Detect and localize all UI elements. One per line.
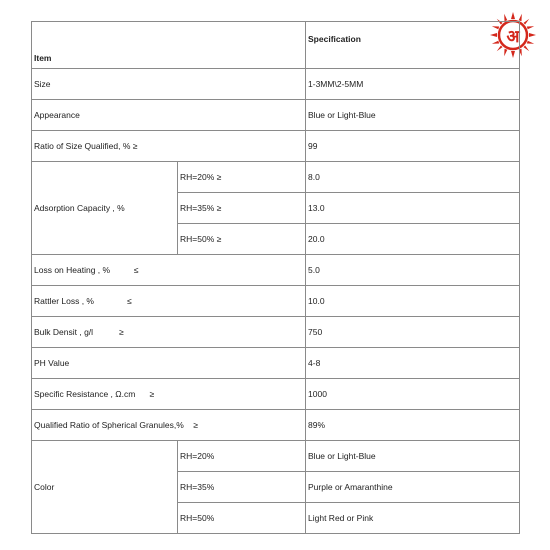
cond-adsorption-rh35: RH=35% ≥ xyxy=(178,193,306,224)
item-appearance: Appearance xyxy=(32,100,306,131)
cond-color-rh20: RH=20% xyxy=(178,441,306,472)
value-loss-heating: 5.0 xyxy=(306,255,520,286)
value-spherical: 89% xyxy=(306,410,520,441)
table-row-rattler xyxy=(32,286,520,317)
table-row-bulk xyxy=(32,317,520,348)
table-row-appearance xyxy=(32,100,520,131)
table-row-resistance xyxy=(32,379,520,410)
cond-color-rh35: RH=35% xyxy=(178,472,306,503)
value-bulk: 750 xyxy=(306,317,520,348)
logo-glyph: अ xyxy=(506,27,520,47)
table-row-size xyxy=(32,69,520,100)
item-ph: PH Value xyxy=(32,348,306,379)
item-rattler: Rattler Loss , % ≤ xyxy=(32,286,306,317)
specification-table xyxy=(31,21,520,534)
value-rattler: 10.0 xyxy=(306,286,520,317)
table-row-spherical xyxy=(32,410,520,441)
value-resistance: 1000 xyxy=(306,379,520,410)
value-appearance: Blue or Light-Blue xyxy=(306,100,520,131)
table-row-loss-heating xyxy=(32,255,520,286)
table-header-row xyxy=(32,22,520,69)
header-item: Item xyxy=(32,22,306,69)
table-row-color-1 xyxy=(32,441,520,472)
item-size: Size xyxy=(32,69,306,100)
cond-adsorption-rh50: RH=50% ≥ xyxy=(178,224,306,255)
item-loss-heating: Loss on Heating , % ≤ xyxy=(32,255,306,286)
value-color-rh20: Blue or Light-Blue xyxy=(306,441,520,472)
item-ratio-size: Ratio of Size Qualified, % ≥ xyxy=(32,131,306,162)
item-spherical: Qualified Ratio of Spherical Granules,% ≥ xyxy=(32,410,306,441)
value-size: 1-3MM\2-5MM xyxy=(306,69,520,100)
item-adsorption: Adsorption Capacity , % xyxy=(32,162,178,255)
value-adsorption-rh35: 13.0 xyxy=(306,193,520,224)
cond-adsorption-rh20: RH=20% ≥ xyxy=(178,162,306,193)
table-row-adsorption-1 xyxy=(32,162,520,193)
item-color: Color xyxy=(32,441,178,534)
value-ratio-size: 99 xyxy=(306,131,520,162)
value-color-rh35: Purple or Amaranthine xyxy=(306,472,520,503)
value-adsorption-rh20: 8.0 xyxy=(306,162,520,193)
table-row-ph xyxy=(32,348,520,379)
value-adsorption-rh50: 20.0 xyxy=(306,224,520,255)
header-specification: Specification xyxy=(306,22,520,69)
table-row-ratio-size xyxy=(32,131,520,162)
value-color-rh50: Light Red or Pink xyxy=(306,503,520,534)
cond-color-rh50: RH=50% xyxy=(178,503,306,534)
item-resistance: Specific Resistance , Ω.cm ≥ xyxy=(32,379,306,410)
value-ph: 4-8 xyxy=(306,348,520,379)
item-bulk: Bulk Densit , g/l ≥ xyxy=(32,317,306,348)
